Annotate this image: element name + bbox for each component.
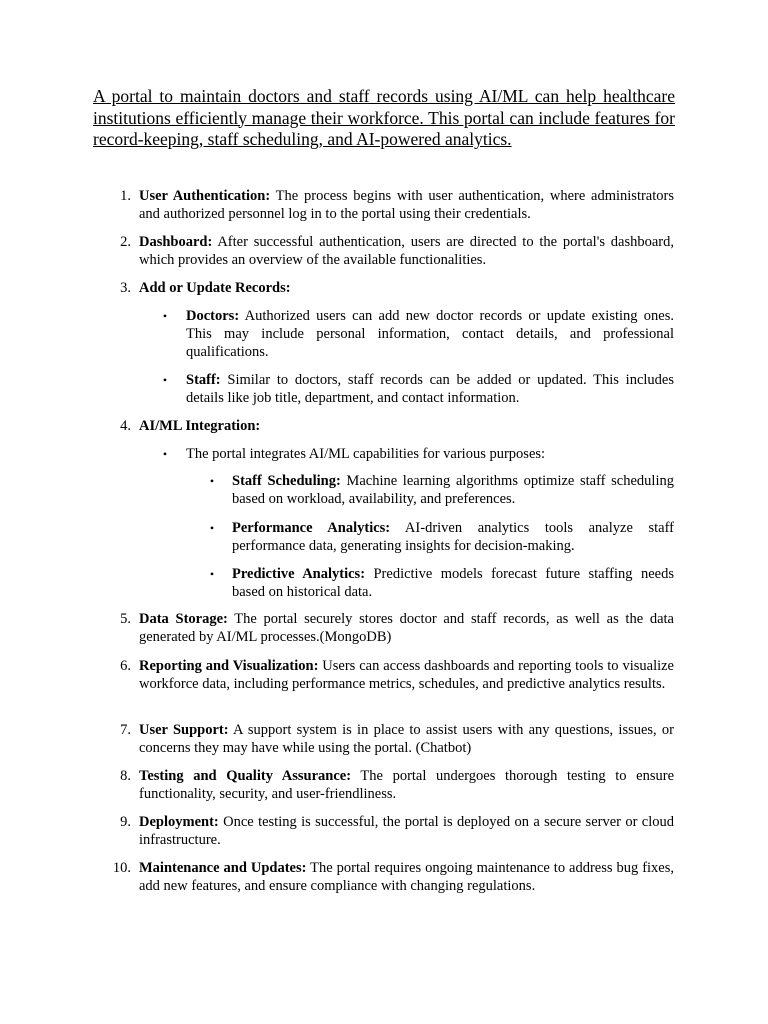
item-heading: Maintenance and Updates: [139,860,307,876]
list-number: 6. [120,658,131,674]
bullet-icon: • [162,447,168,461]
item-heading: Add or Update Records: [139,280,291,296]
list-item [232,565,674,601]
list-number: 9. [120,814,131,830]
list-number: 8. [120,768,131,784]
bullet-icon: • [162,309,168,323]
list-number: 4. [120,418,131,434]
list-number: 2. [120,234,131,250]
item-heading: Reporting and Visualization: [139,658,319,674]
list-item [186,371,674,407]
item-text: The portal undergoes thorough testing to ensure functionality, security, and user-friendliness. [139,768,674,803]
item-heading: Doctors: [186,308,240,324]
item-text: Similar to doctors, staff records can be added or updated. This includes details like job title, department, and contact information. [186,372,674,407]
list-item [186,307,674,362]
list-item [139,813,674,849]
item-heading: Predictive Analytics: [232,566,366,582]
intro-paragraph: A portal to maintain doctors and staff records using AI/ML can help healthcare institutions efficiently manage their workforce. This portal can include features for record-keeping, staff scheduling, and AI-powered analytics. [93,86,675,149]
item-heading: Data Storage: [139,611,228,627]
bullet-icon: • [209,521,215,535]
item-text: Predictive models forecast future staffing needs based on historical data. [232,566,674,601]
item-text: The portal securely stores doctor and staff records, as well as the data generated by AI/ML processes.(MongoDB) [139,611,674,646]
item-text: A support system is in place to assist users with any questions, issues, or concerns they may have while using the portal. (Chatbot) [139,722,674,757]
item-text: The portal integrates AI/ML capabilities for various purposes: [186,446,546,462]
item-heading: Performance Analytics: [232,520,391,536]
item-heading: Deployment: [139,814,219,830]
item-heading: Staff: [186,372,221,388]
list-item [139,767,674,803]
list-number: 7. [120,722,131,738]
list-item [232,519,674,555]
item-heading: Dashboard: [139,234,213,250]
item-heading: AI/ML Integration: [139,418,261,434]
list-number: 10. [112,860,131,876]
list-item [139,187,674,223]
item-heading: Staff Scheduling: [232,473,341,489]
item-text: Users can access dashboards and reporting tools to visualize workforce data, including performance metrics, schedules, and predictive analytics results. [139,658,674,693]
list-number: 3. [120,280,131,296]
bullet-icon: • [162,373,168,387]
item-heading: Testing and Quality Assurance: [139,768,352,784]
item-text: AI-driven analytics tools analyze staff performance data, generating insights for decision-making. [232,520,674,555]
item-text: Once testing is successful, the portal is deployed on a secure server or cloud infrastructure. [139,814,674,849]
item-text: Machine learning algorithms optimize staff scheduling based on workload, availability, and preferences. [232,473,674,508]
item-text: After successful authentication, users are directed to the portal's dashboard, which provides an overview of the available functionalities. [139,234,674,269]
list-item [186,445,674,463]
list-item [139,657,674,693]
item-text: Authorized users can add new doctor records or update existing ones. This may include personal information, contact details, and professional qualifications. [186,308,674,361]
list-item [139,721,674,757]
list-item [232,472,674,508]
item-heading: User Support: [139,722,229,738]
item-heading: User Authentication: [139,188,271,204]
bullet-icon: • [209,474,215,488]
item-text: The portal requires ongoing maintenance to address bug fixes, add new features, and ensure compliance with changing regulations. [139,860,675,895]
list-item [139,233,674,269]
list-item [139,610,674,646]
list-item [139,279,674,297]
list-item [139,859,674,895]
list-item [139,417,674,435]
list-number: 1. [120,188,131,204]
item-text: The process begins with user authentication, where administrators and authorized personnel log in to the portal using their credentials. [139,188,674,223]
bullet-icon: • [209,567,215,581]
list-number: 5. [120,611,131,627]
